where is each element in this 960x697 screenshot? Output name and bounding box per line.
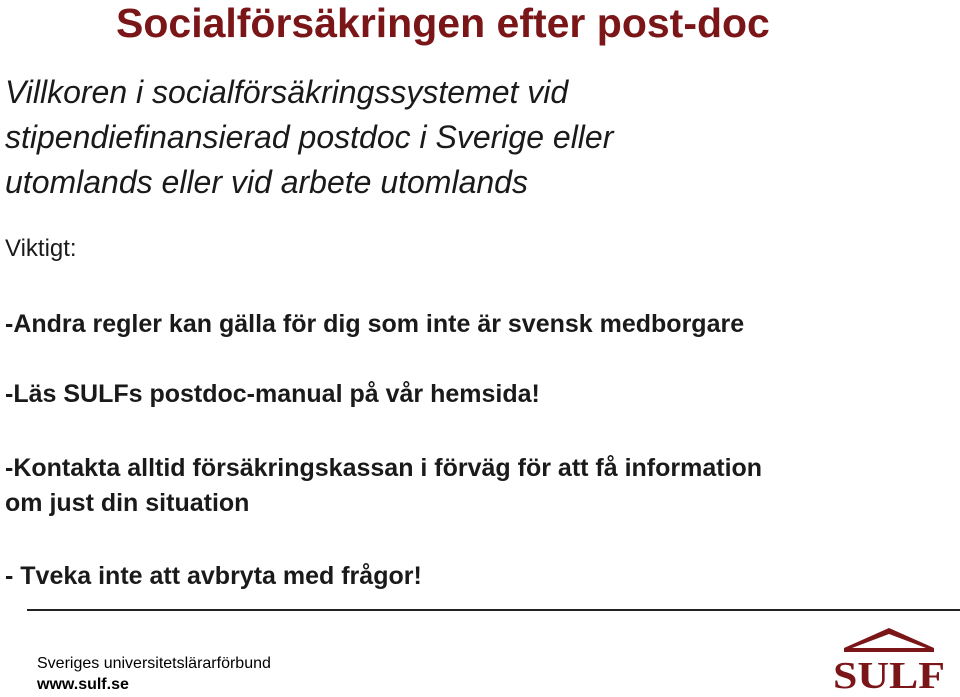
subtitle-line: utomlands eller vid arbete utomlands xyxy=(5,164,528,200)
footer-website[interactable]: www.sulf.se xyxy=(37,676,129,693)
subtitle-line: stipendiefinansierad postdoc i Sverige eller xyxy=(5,119,614,155)
footer-divider xyxy=(27,609,960,611)
logo-text: SULF xyxy=(833,655,945,694)
bullet-citizenship: -Andra regler kan gälla för dig som inte är svensk medborgare xyxy=(5,310,745,338)
subtitle-line: Villkoren i socialförsäkringssystemet vid xyxy=(5,74,569,110)
logo-roof-icon xyxy=(844,628,934,648)
logo-roof-beam xyxy=(844,648,934,652)
slide-title: Socialförsäkringen efter post-doc xyxy=(116,0,770,46)
sulf-logo xyxy=(830,626,948,694)
important-label: Viktigt: xyxy=(5,235,77,262)
bullet-manual: -Läs SULFs postdoc-manual på vår hemsida! xyxy=(5,380,540,408)
bullet-contact xyxy=(5,451,762,521)
slide-subtitle xyxy=(5,70,945,205)
bullet-questions: - Tveka inte att avbryta med frågor! xyxy=(5,562,422,590)
bullet-contact-line: om just din situation xyxy=(5,489,250,517)
footer-organization: Sveriges universitetslärarförbund xyxy=(37,655,271,672)
bullet-contact-line: -Kontakta alltid försäkringskassan i förväg för att få information xyxy=(5,454,763,482)
